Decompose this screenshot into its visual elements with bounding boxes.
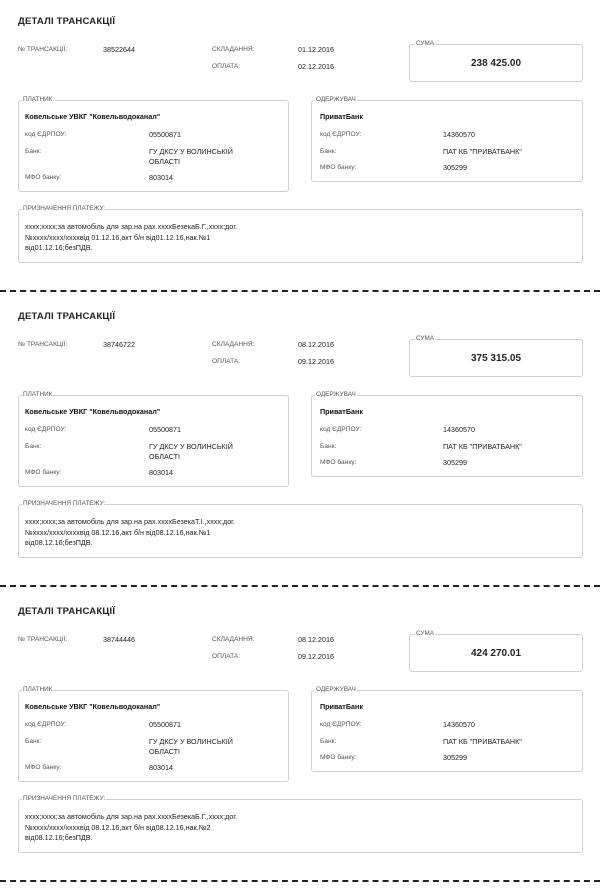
receiver-box [311, 96, 583, 182]
payer-edrpou-label: код ЄДРПОУ: [25, 131, 67, 138]
sum-value: 424 270.01 [470, 648, 522, 659]
receiver-name: ПриватБанк [320, 407, 363, 416]
receiver-mfo-value: 305299 [443, 753, 467, 762]
payer-bank-label: Банк: [25, 443, 42, 450]
purpose-box [18, 205, 583, 263]
receiver-edrpou-label: код ЄДРПОУ: [320, 721, 362, 728]
receiver-edrpou-label: код ЄДРПОУ: [320, 426, 362, 433]
purpose-line: xxxx;xxxx;за автомобіль для зар.на рах.xxxxБезекаБ.Г.,xxxx;дог. [25, 222, 238, 231]
receiver-edrpou-value: 14360570 [443, 425, 475, 434]
purpose-line: xxxx;xxxx;за автомобіль для зар.на рах.xxxxБезекаБ.Г.,xxxx;дог. [25, 812, 238, 821]
payer-bank-line1: ГУ ДКСУ У ВОЛИНСЬКІЙ [149, 737, 233, 746]
paid-value: 09.12.2016 [298, 357, 334, 366]
tx-number-value: 38744446 [103, 635, 135, 644]
receiver-name: ПриватБанк [320, 702, 363, 711]
paid-label: ОПЛАТА: [212, 63, 241, 70]
receiver-edrpou-value: 14360570 [443, 130, 475, 139]
tx-number-label: № ТРАНСАКЦІЇ: [18, 636, 68, 643]
payer-edrpou-label: код ЄДРПОУ: [25, 721, 67, 728]
created-label: СКЛАДАННЯ: [212, 46, 255, 53]
transaction-card [0, 0, 600, 292]
card-title: ДЕТАЛІ ТРАНСАКЦІЇ [18, 311, 116, 322]
payer-mfo-label: МФО банку: [25, 174, 62, 181]
payer-bank-line1: ГУ ДКСУ У ВОЛИНСЬКІЙ [149, 147, 233, 156]
tx-number-value: 38522644 [103, 45, 135, 54]
receiver-mfo-label: МФО банку: [320, 754, 357, 761]
sum-value: 238 425.00 [470, 58, 522, 69]
payer-label: ПЛАТНИК [23, 391, 53, 398]
receiver-edrpou-value: 14360570 [443, 720, 475, 729]
tx-number-label: № ТРАНСАКЦІЇ: [18, 46, 68, 53]
purpose-line: №xxxx/xxxx/xxxxвід 08.12.16,акт б/н від08.12.16,нак.№1 [25, 527, 211, 537]
receiver-label: ОДЕРЖУВАЧ [316, 686, 356, 693]
purpose-line: №xxxx/xxxx/xxxxвід 01.12.16,акт б/н від01.12.16,нак.№1 [25, 232, 211, 242]
receiver-label: ОДЕРЖУВАЧ [316, 96, 356, 103]
receiver-bank-value: ПАТ КБ "ПРИВАТБАНК" [443, 442, 522, 451]
sum-box [409, 335, 583, 377]
tx-number-value: 38746722 [103, 340, 135, 349]
receiver-mfo-value: 305299 [443, 458, 467, 467]
created-value: 01.12.2016 [298, 45, 334, 54]
payer-bank-line2: ОБЛАСТІ [149, 747, 180, 756]
purpose-box [18, 795, 583, 853]
payer-box [18, 96, 289, 192]
transaction-card [0, 295, 600, 587]
created-value: 08.12.2016 [298, 635, 334, 644]
payer-name: Ковельське УВКГ "Ковельводоканал" [25, 702, 161, 711]
receiver-label: ОДЕРЖУВАЧ [316, 391, 356, 398]
paid-value: 09.12.2016 [298, 652, 334, 661]
paid-label: ОПЛАТА: [212, 653, 241, 660]
payer-edrpou-value: 05500871 [149, 425, 181, 434]
payer-bank-label: Банк: [25, 738, 42, 745]
receiver-name: ПриватБанк [320, 112, 363, 121]
tx-number-label: № ТРАНСАКЦІЇ: [18, 341, 68, 348]
purpose-line: від08.12.16;безПДВ. [25, 538, 93, 547]
sum-box [409, 630, 583, 672]
payer-edrpou-label: код ЄДРПОУ: [25, 426, 67, 433]
created-label: СКЛАДАННЯ: [212, 636, 255, 643]
sum-label: СУМА [416, 40, 435, 47]
payer-bank-label: Банк: [25, 148, 42, 155]
payer-box [18, 686, 289, 782]
payer-box [18, 391, 289, 487]
receiver-mfo-label: МФО банку: [320, 164, 357, 171]
payer-edrpou-value: 05500871 [149, 720, 181, 729]
paid-value: 02.12.2016 [298, 62, 334, 71]
payer-bank-line1: ГУ ДКСУ У ВОЛИНСЬКІЙ [149, 442, 233, 451]
purpose-line: №xxxx/xxxx/xxxxвід 08.12.16,акт б/н від08.12.16,нак.№2 [25, 822, 211, 832]
purpose-box [18, 500, 583, 558]
payer-name: Ковельське УВКГ "Ковельводоканал" [25, 407, 161, 416]
receiver-edrpou-label: код ЄДРПОУ: [320, 131, 362, 138]
paid-label: ОПЛАТА: [212, 358, 241, 365]
payer-mfo-label: МФО банку: [25, 469, 62, 476]
sum-label: СУМА [416, 630, 435, 637]
receiver-bank-value: ПАТ КБ "ПРИВАТБАНК" [443, 147, 522, 156]
card-title: ДЕТАЛІ ТРАНСАКЦІЇ [18, 606, 116, 617]
sum-label: СУМА [416, 335, 435, 342]
payer-label: ПЛАТНИК [23, 686, 53, 693]
receiver-bank-label: Банк: [320, 443, 337, 450]
payer-label: ПЛАТНИК [23, 96, 53, 103]
transaction-card [0, 590, 600, 882]
purpose-label: ПРИЗНАЧЕННЯ ПЛАТЕЖУ: [23, 500, 106, 507]
purpose-line: xxxx;xxxx;за автомобіль для зар.на рах.xxxxБезекаТ.І.,xxxx;дог. [25, 517, 235, 526]
purpose-label: ПРИЗНАЧЕННЯ ПЛАТЕЖУ: [23, 205, 106, 212]
payer-mfo-value: 803014 [149, 468, 173, 477]
receiver-box [311, 391, 583, 477]
payer-mfo-label: МФО банку: [25, 764, 62, 771]
payer-mfo-value: 803014 [149, 173, 173, 182]
created-value: 08.12.2016 [298, 340, 334, 349]
sum-box [409, 40, 583, 82]
payer-bank-line2: ОБЛАСТІ [149, 452, 180, 461]
payer-bank-line2: ОБЛАСТІ [149, 157, 180, 166]
purpose-label: ПРИЗНАЧЕННЯ ПЛАТЕЖУ: [23, 795, 106, 802]
purpose-line: від08.12.16;безПДВ. [25, 833, 93, 842]
receiver-mfo-label: МФО банку: [320, 459, 357, 466]
created-label: СКЛАДАННЯ: [212, 341, 255, 348]
receiver-bank-label: Банк: [320, 148, 337, 155]
receiver-bank-label: Банк: [320, 738, 337, 745]
purpose-line: від01.12.16;безПДВ. [25, 243, 93, 252]
payer-mfo-value: 803014 [149, 763, 173, 772]
receiver-mfo-value: 305299 [443, 163, 467, 172]
payer-edrpou-value: 05500871 [149, 130, 181, 139]
sum-value: 375 315.05 [470, 353, 522, 364]
receiver-box [311, 686, 583, 772]
receiver-bank-value: ПАТ КБ "ПРИВАТБАНК" [443, 737, 522, 746]
card-title: ДЕТАЛІ ТРАНСАКЦІЇ [18, 16, 116, 27]
payer-name: Ковельське УВКГ "Ковельводоканал" [25, 112, 161, 121]
